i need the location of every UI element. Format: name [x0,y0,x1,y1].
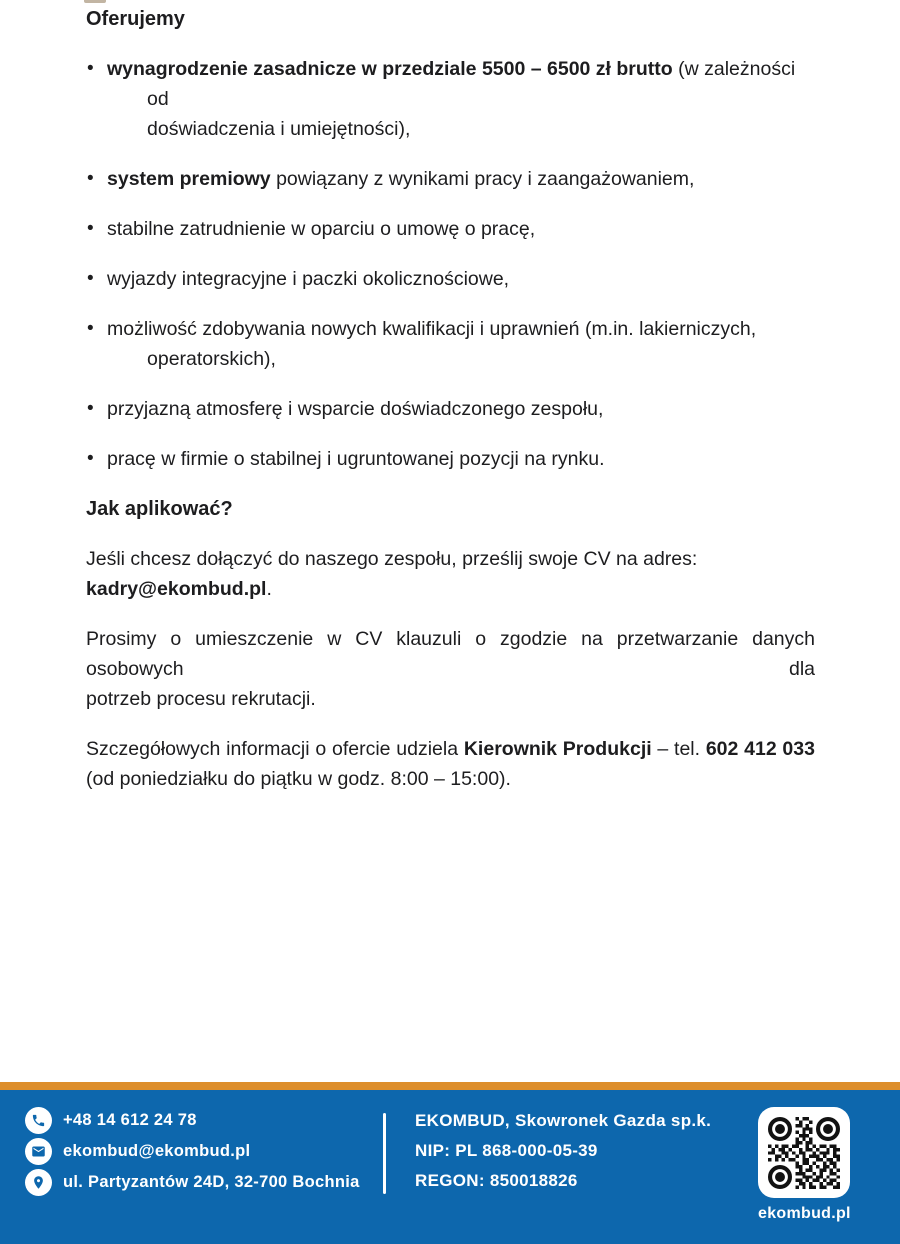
text-segment: (od poniedziałku do piątku w godz. 8:00 – 15:00). [86,768,511,790]
text-segment: Jeśli chcesz dołączyć do naszego zespołu, prześlij swoje CV na adres: [86,548,698,570]
footer-divider [383,1113,386,1194]
paragraph [86,734,815,794]
benefit-line [107,164,815,194]
benefit-item [86,314,815,374]
text-segment: Prosimy o umieszczenie w CV klauzuli o zgodzie na przetwarzanie danych osobowych dla [86,628,815,680]
benefit-line [107,214,815,244]
text-segment: powiązany z wynikami pracy i zaangażowaniem, [270,168,695,190]
benefit-item [86,164,815,194]
text-segment-bold: Kierownik Produkcji [463,738,652,760]
benefit-item [86,214,815,244]
footer-email-row [25,1138,360,1164]
footer-regon: REGON: 850018826 [415,1171,578,1190]
text-segment: przyjazną atmosferę i wsparcie doświadczonego zespołu, [107,398,604,420]
bullet-icon: • [87,318,94,339]
footer-email: ekombud@ekombud.pl [63,1141,251,1160]
bullet-icon: • [87,168,94,189]
text-segment: potrzeb procesu rekrutacji. [86,688,316,710]
footer-qr-block [758,1107,850,1223]
paragraph-line [86,734,815,764]
text-segment-bold: system premiowy [107,168,271,190]
text-segment-bold: 602 412 033 [705,738,815,760]
paragraph [86,624,815,714]
benefit-item [86,444,815,474]
benefit-line [107,54,815,114]
benefit-line [107,314,815,374]
benefit-item [86,264,815,294]
phone-icon [25,1107,52,1134]
bullet-icon: • [87,398,94,419]
text-segment: wyjazdy integracyjne i paczki okolicznościowe, [107,268,510,290]
bullet-icon: • [87,218,94,239]
location-pin-icon [25,1169,52,1196]
bullet-icon: • [87,448,94,469]
text-segment: Szczegółowych informacji o ofercie udziela [86,738,464,760]
benefit-line [147,114,815,144]
footer-phone: +48 14 612 24 78 [63,1110,197,1129]
apply-paragraphs [86,544,815,794]
text-segment: stabilne zatrudnienie w oparciu o umowę o pracę, [107,218,536,240]
offer-section-heading: Oferujemy [86,8,185,30]
qr-code [758,1107,850,1198]
paragraph [86,544,815,604]
qr-label: ekombud.pl [758,1205,851,1222]
paragraph-line [86,624,815,684]
footer-address-row [25,1169,360,1195]
paragraph-line [86,764,815,794]
footer [0,1090,900,1244]
benefit-item [86,54,815,144]
benefits-list [86,54,815,474]
footer-phone-row [25,1107,360,1133]
text-segment: pracę w firmie o stabilnej i ugruntowanej pozycji na rynku. [107,448,605,470]
footer-company-name: EKOMBUD, Skowronek Gazda sp.k. [415,1111,712,1130]
benefit-line [107,264,815,294]
text-segment: doświadczenia i umiejętności), [147,118,411,140]
paragraph-line [86,544,815,604]
paragraph-line [86,684,815,714]
footer-contact-column [25,1107,360,1195]
footer-nip: NIP: PL 868-000-05-39 [415,1141,598,1160]
text-segment: – tel. [651,738,706,760]
text-segment: możliwość zdobywania nowych kwalifikacji i uprawnień (m.in. lakierniczych, operatorskich), [107,318,757,370]
bullet-icon: • [87,58,94,79]
text-segment: (w zależności od [147,58,796,110]
footer-company-column [415,1108,711,1194]
benefit-item [86,394,815,424]
envelope-icon [25,1138,52,1165]
text-segment: . [266,578,272,600]
benefit-line [107,394,815,424]
benefit-line [107,444,815,474]
text-segment-bold: kadry@ekombud.pl [86,578,267,600]
footer-address: ul. Partyzantów 24D, 32-700 Bochnia [63,1172,360,1191]
text-segment-bold: wynagrodzenie zasadnicze w przedziale 5500 – 6500 zł brutto [107,58,673,80]
footer-accent-bar [0,1082,900,1090]
bullet-icon: • [87,268,94,289]
apply-section-heading: Jak aplikować? [86,498,233,520]
